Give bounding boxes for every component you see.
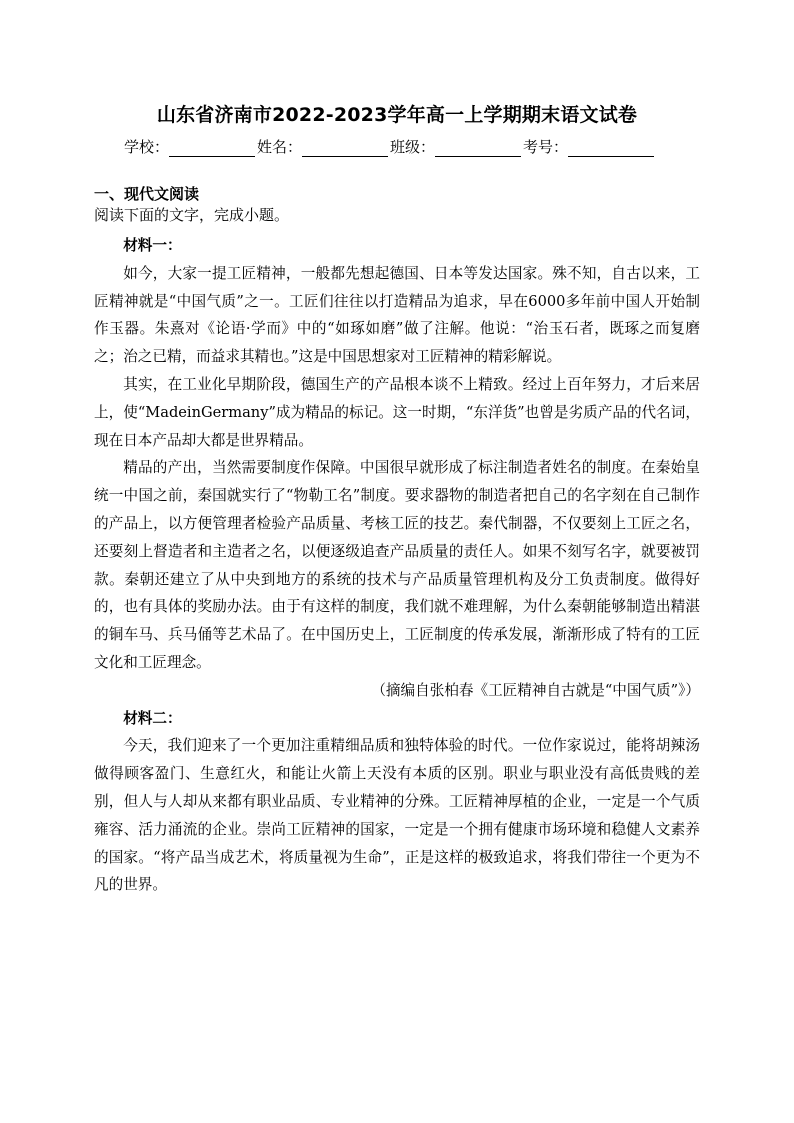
exam-number-label: 考号： (523, 138, 569, 156)
class-blank (435, 142, 521, 157)
school-label: 学校： (124, 138, 170, 156)
material1-paragraph-3: 精品的产出，当然需要制度作保障。中国很早就形成了标注制造者姓名的制度。在秦始皇统一中国之前，秦国就实行了“物勒工名”制度。要求器物的制造者把自己的名字刻在自己制作的产品上，以方便管理者检验产品质量、考核工匠的技艺。秦代制器，不仅要刻上工匠之名，还要刻上督造者和主造者之名，以便逐级追查产品质量的责任人。如果不刻写名字，就要被罚款。秦朝还建立了从中央到地方的系统的技术与产品质量管理机构及分工负责制度。做得好的，也有具体的奖励办法。由于有这样的制度，我们就不难理解，为什么秦朝能够制造出精湛的铜车马、兵马俑等艺术品了。在中国历史上，工匠制度的传承发展，渐渐形成了特有的工匠文化和工匠理念。 (94, 459, 700, 671)
name-blank (302, 142, 388, 157)
material2-paragraph-1: 今天，我们迎来了一个更加注重精细品质和独特体验的时代。一位作家说过，能将胡辣汤做得顾客盈门、生意红火，和能让火箭上天没有本质的区别。职业与职业没有高低贵贱的差别，但人与人却从来都有职业品质、专业精神的分殊。工匠精神厚植的企业，一定是一个气质雍容、活力涌流的企业。崇尚工匠精神的国家，一定是一个拥有健康市场环境和稳健人文素养的国家。“将产品当成艺术，将质量视为生命”，正是这样的极致追求，将我们带往一个更为不凡的世界。 (94, 737, 700, 894)
class-label: 班级： (390, 138, 436, 156)
material1-source: （摘编自张柏春《工匠精神自古就是“中国气质”》） (371, 681, 700, 699)
reading-passage (94, 232, 700, 899)
material1-paragraph-1: 如今，大家一提工匠精神，一般都先想起德国、日本等发达国家。殊不知，自古以来，工匠精神就是“中国气质”之一。工匠们往往以打造精品为追求，早在6000多年前中国人开始制作玉器。朱熹对《论语·学而》中的“如琢如磨”做了注解。他说：“治玉石者，既琢之而复磨之；治之已精，而益求其精也。”这是中国思想家对工匠精神的精彩解说。 (94, 264, 700, 366)
material1-paragraph-2: 其实，在工业化早期阶段，德国生产的产品根本谈不上精致。经过上百年努力，才后来居上，使“MadeinGermany”成为精品的标记。这一时期，“东洋货”也曾是劣质产品的代名词，现在日本产品却大都是世界精品。 (94, 375, 700, 449)
name-label: 姓名： (257, 138, 303, 156)
instruction-text: 阅读下面的文字，完成小题。 (94, 206, 290, 224)
section-heading: 一、现代文阅读 (94, 185, 200, 203)
material2-label: 材料二： (123, 709, 182, 727)
school-blank (169, 142, 255, 157)
page-title: 山东省济南市2022-2023学年高一上学期期末语文试卷 (156, 104, 638, 126)
exam-number-blank (568, 142, 654, 157)
student-info-row (124, 136, 684, 157)
material1-label: 材料一： (123, 237, 182, 254)
